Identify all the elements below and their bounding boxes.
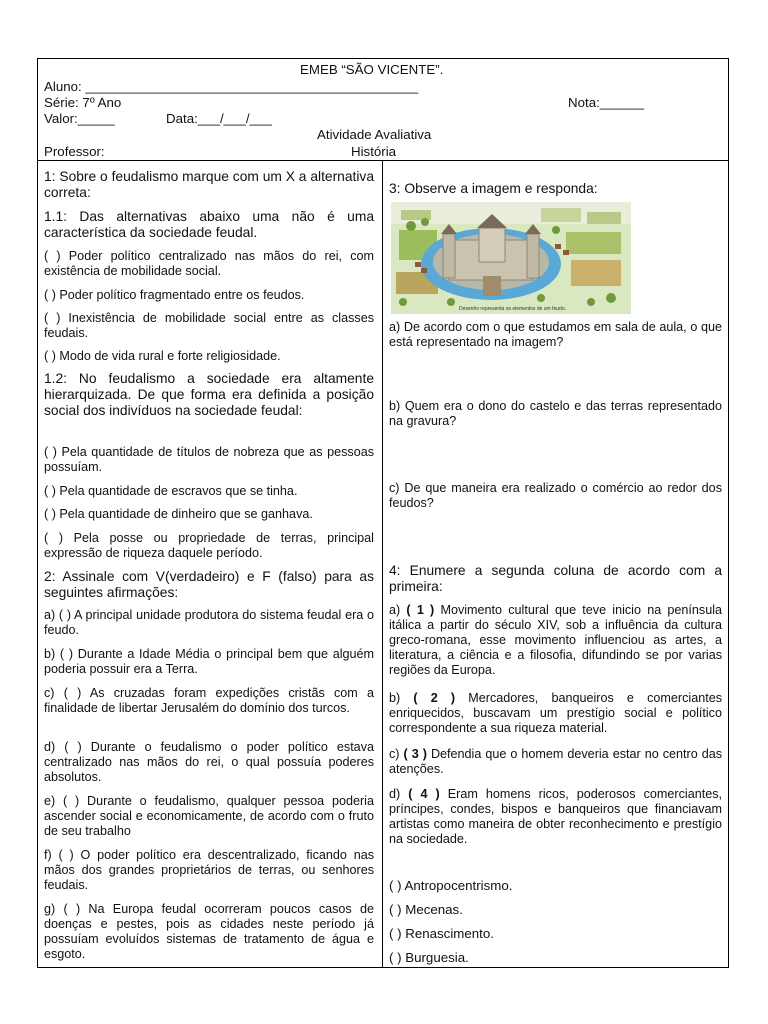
- q4-item: [389, 691, 722, 736]
- q4-item-text: Mercadores, banqueiros e comerciantes enriquecidos, buscavam um prestígio social e político correspondente a sua riqueza material.: [389, 691, 722, 735]
- q4-item-number: ( 1 ): [406, 603, 435, 617]
- q4-item: [389, 603, 722, 678]
- q4-option-renascimento[interactable]: ( ) Renascimento.: [389, 926, 494, 941]
- question-3-b: b) Quem era o dono do castelo e das terras representado na gravura?: [389, 399, 722, 428]
- q1-2-option[interactable]: ( ) Pela quantidade de escravos que se tinha.: [44, 484, 298, 498]
- question-3-c: c) De que maneira era realizado o comércio ao redor dos feudos?: [389, 481, 722, 510]
- grade-label: Série: 7º Ano: [44, 95, 122, 110]
- q4-item-marker: c): [389, 747, 400, 761]
- date-field[interactable]: Data:___/___/___: [166, 111, 272, 126]
- q1-1-option[interactable]: ( ) Poder político centralizado nas mãos do rei, com existência de mobilidade social.: [44, 249, 374, 278]
- q4-item-number: ( 3 ): [403, 747, 427, 761]
- worksheet-header: [38, 59, 728, 161]
- question-2: 2: Assinale com V(verdadeiro) e F (falso) para as seguintes afirmações:: [44, 569, 374, 600]
- question-1: 1: Sobre o feudalismo marque com um X a alternativa correta:: [44, 169, 374, 200]
- question-1-2: 1.2: No feudalismo a sociedade era altamente hierarquizada. De que forma era definida a posição social dos indivíduos na sociedade feudal:: [44, 371, 374, 418]
- question-1-1: 1.1: Das alternativas abaixo uma não é uma característica da sociedade feudal.: [44, 209, 374, 240]
- castle-illustration: [391, 202, 631, 314]
- q4-item-text: Eram homens ricos, poderosos comerciantes, príncipes, condes, bispos e banqueiros que financiavam artistas como maneira de obter reconhecimento e prestígio na sociedade.: [389, 787, 723, 846]
- q1-1-option[interactable]: ( ) Modo de vida rural e forte religiosidade.: [44, 349, 281, 363]
- q1-1-option[interactable]: ( ) Poder político fragmentado entre os feudos.: [44, 288, 305, 302]
- feudal-castle-image: [391, 202, 631, 314]
- worksheet: [37, 58, 729, 968]
- q2-item[interactable]: a) ( ) A principal unidade produtora do sistema feudal era o feudo.: [44, 608, 374, 637]
- q4-item-text: Defendia que o homem deveria estar no centro das atenções.: [389, 747, 723, 776]
- q4-option-mecenas[interactable]: ( ) Mecenas.: [389, 902, 463, 917]
- image-caption: Desenho representa os elementos de um feudo.: [459, 306, 567, 312]
- q2-item[interactable]: e) ( ) Durante o feudalismo, qualquer pessoa poderia ascender social e economicamente, de acordo com o fruto de seu trabalho: [44, 794, 374, 838]
- q4-item-marker: d): [389, 787, 401, 801]
- q4-item-marker: b): [389, 691, 401, 705]
- q4-item-marker: a): [389, 603, 401, 617]
- student-name-field[interactable]: Aluno: _____________________________________________: [44, 79, 419, 94]
- right-column: [383, 161, 728, 967]
- q2-item[interactable]: d) ( ) Durante o feudalismo o poder político estava centralizado nas mãos do rei, o qual possuía poderes absolutos.: [44, 740, 374, 784]
- school-name: EMEB “SÃO VICENTE”.: [300, 62, 444, 77]
- activity-title: Atividade Avaliativa: [317, 127, 432, 142]
- q4-item: [389, 787, 722, 847]
- q4-item: [389, 747, 722, 777]
- q4-option-antropocentrismo[interactable]: ( ) Antropocentrismo.: [389, 878, 513, 893]
- question-4: 4: Enumere a segunda coluna de acordo com a primeira:: [389, 563, 722, 594]
- left-column: [38, 161, 383, 967]
- q1-2-option[interactable]: ( ) Pela quantidade de títulos de nobreza que as pessoas possuíam.: [44, 445, 374, 474]
- question-3-a: a) De acordo com o que estudamos em sala de aula, o que está representado na imagem?: [389, 320, 722, 349]
- score-field[interactable]: Nota:______: [568, 95, 645, 110]
- q1-2-option[interactable]: ( ) Pela quantidade de dinheiro que se ganhava.: [44, 507, 313, 521]
- q1-2-option[interactable]: ( ) Pela posse ou propriedade de terras, principal expressão de riqueza daquele período.: [44, 531, 374, 560]
- q2-item[interactable]: c) ( ) As cruzadas foram expedições cristãs com a finalidade de libertar Jerusalém do domínio dos turcos.: [44, 686, 374, 715]
- teacher-field[interactable]: Professor:: [44, 144, 105, 159]
- q4-item-number: ( 4 ): [408, 787, 440, 801]
- question-3: 3: Observe a imagem e responda:: [389, 181, 598, 196]
- value-field[interactable]: Valor:_____: [44, 111, 115, 126]
- q4-item-text: Movimento cultural que teve inicio na península itálica a partir do século XIV, sob a influência da cultura greco-romana, esse movimento influenciou as artes, a literatura, a ciência e a filosofia, difundindo se por varias regiões da Europa.: [389, 603, 723, 677]
- q2-item[interactable]: b) ( ) Durante a Idade Média o principal bem que alguém poderia possuir era a Terra.: [44, 647, 374, 676]
- q4-option-burguesia[interactable]: ( ) Burguesia.: [389, 950, 469, 965]
- q1-1-option[interactable]: ( ) Inexistência de mobilidade social entre as classes feudais.: [44, 311, 374, 340]
- q4-item-number: ( 2 ): [413, 691, 456, 705]
- subject-label: História: [351, 144, 397, 159]
- q2-item[interactable]: f) ( ) O poder político era descentralizado, ficando nas mãos dos grandes proprietários de terras, ou senhores feudais.: [44, 848, 374, 892]
- q2-item[interactable]: g) ( ) Na Europa feudal ocorreram poucos casos de doenças e pestes, pois as cidades neste período já possuíam evoluídos sistemas de tratamento de água e esgoto.: [44, 902, 374, 961]
